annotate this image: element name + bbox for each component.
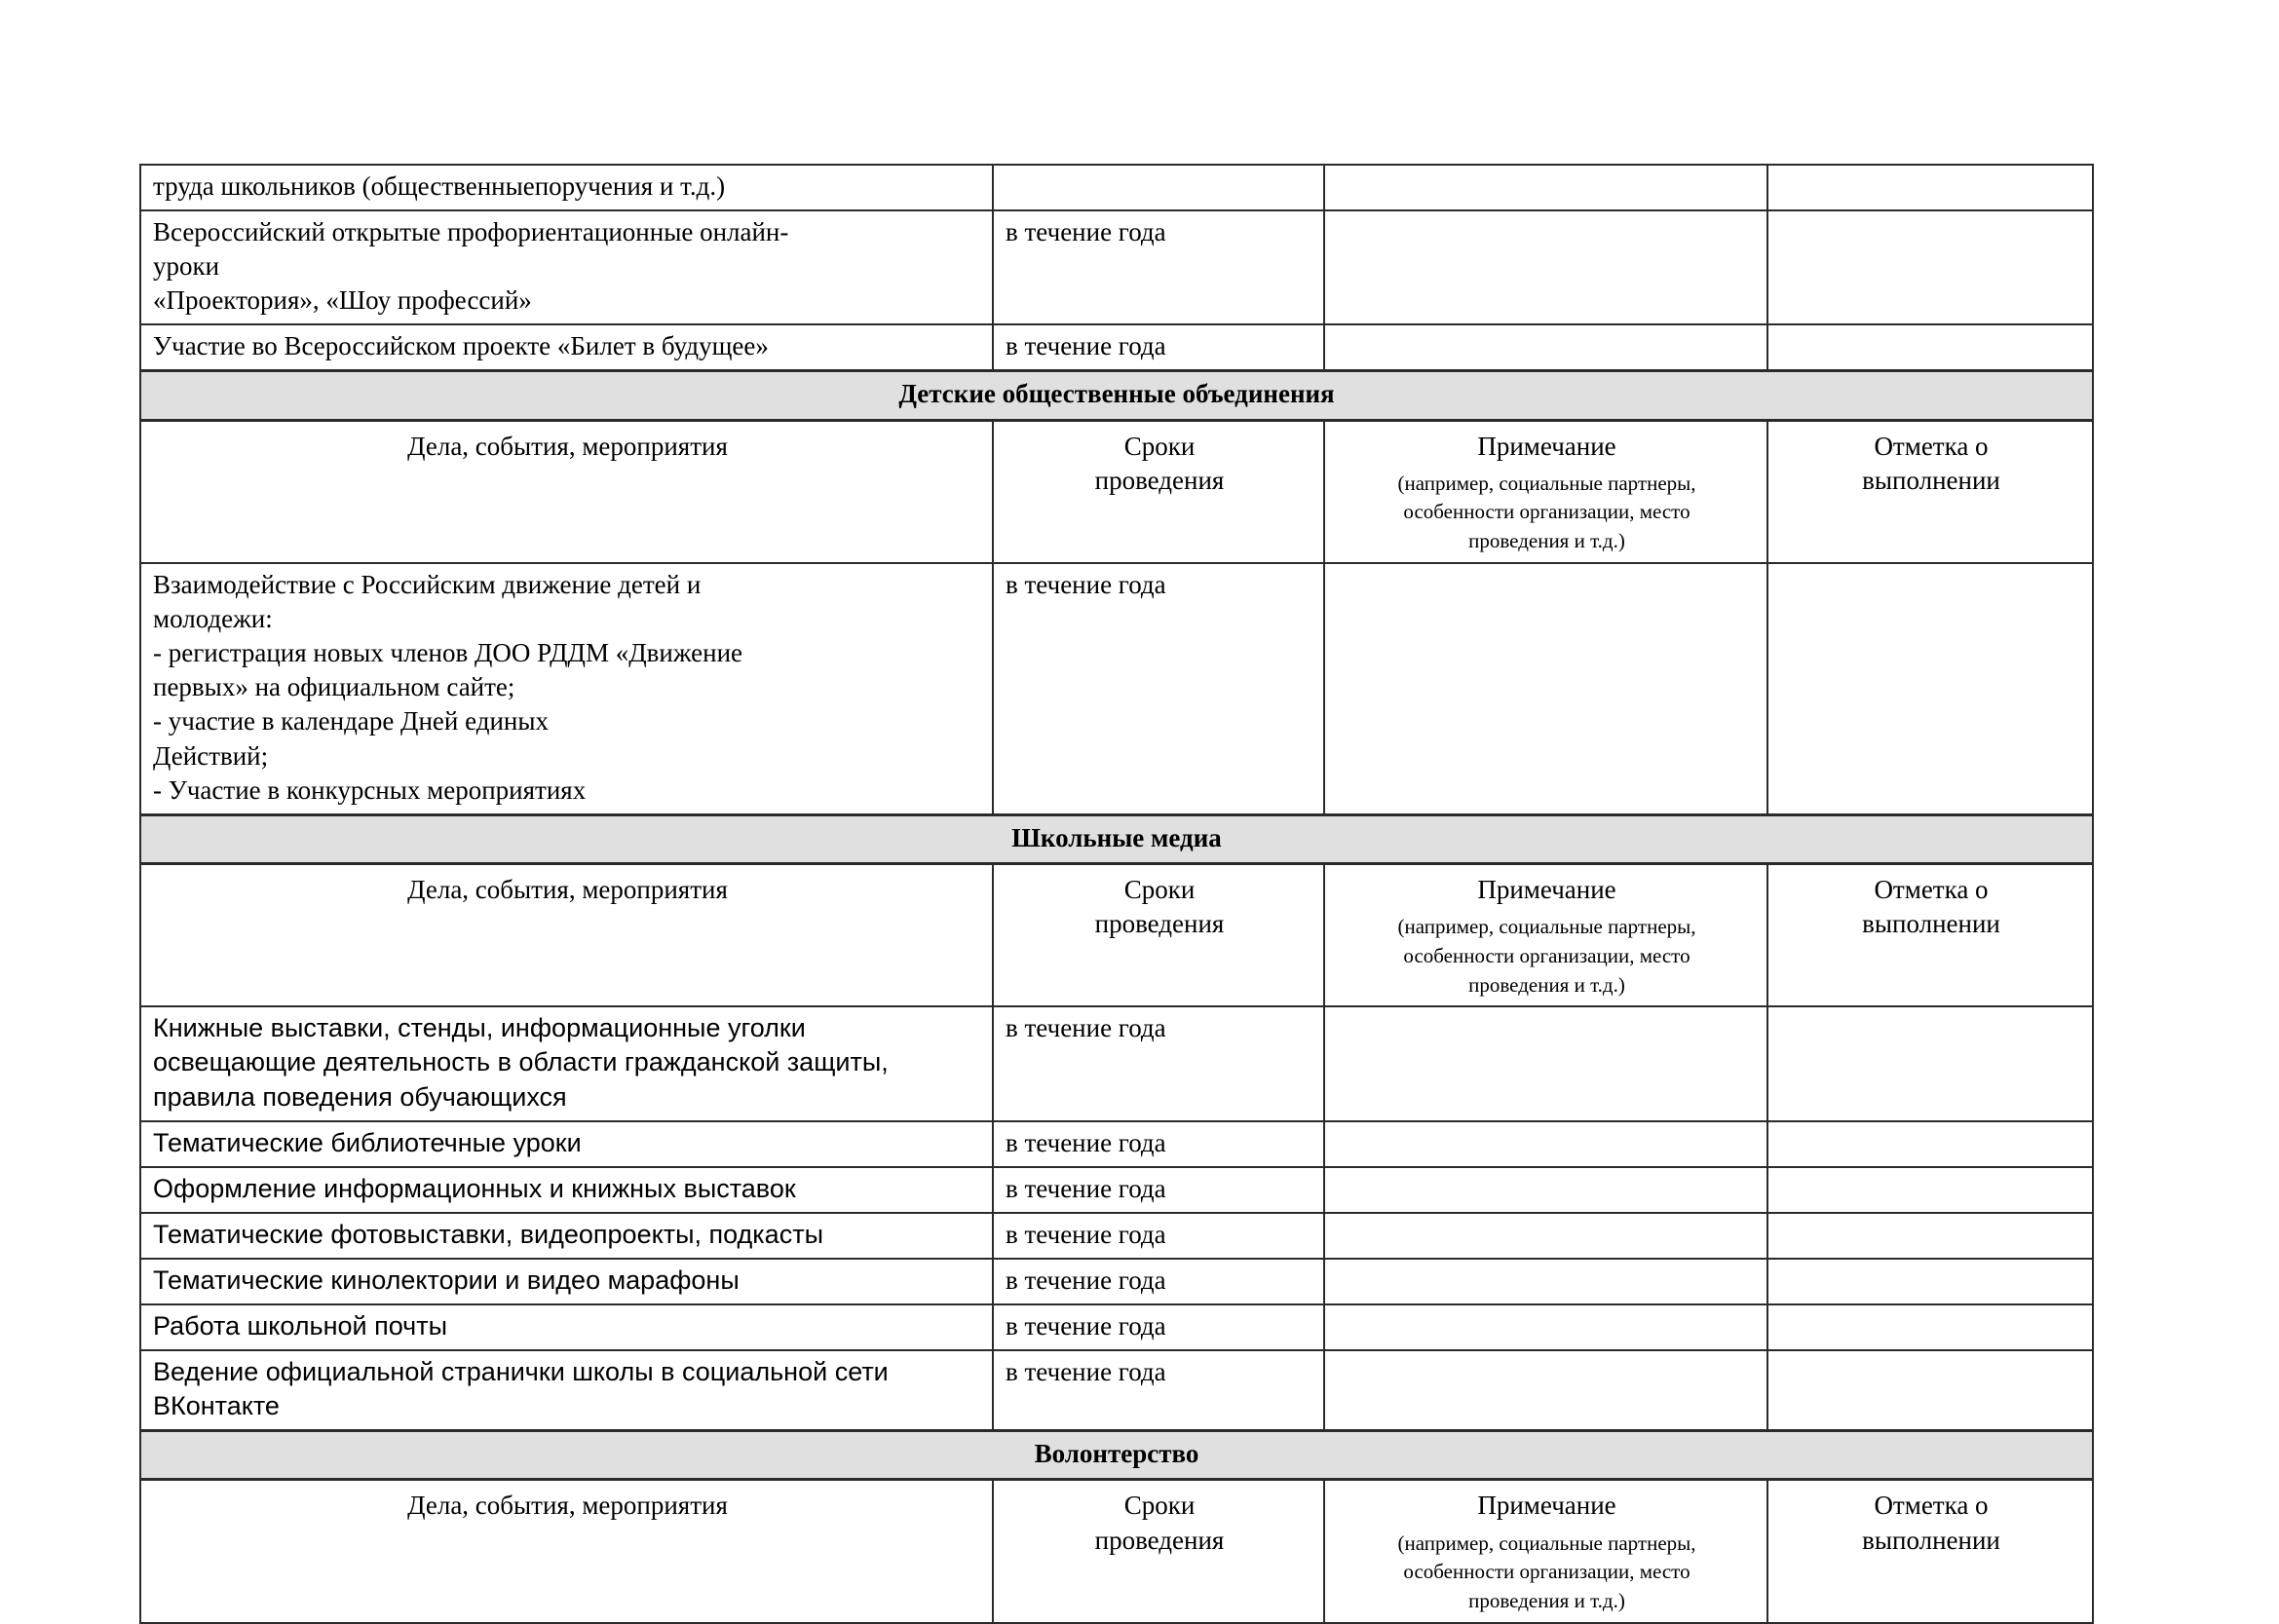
mark-cell: [1767, 1006, 2093, 1120]
mark-cell: [1767, 1259, 2093, 1304]
note-cell: [1324, 1006, 1767, 1120]
activity-cell: [140, 1304, 993, 1350]
section-title: Волонтерство: [140, 1431, 2093, 1480]
note-sub-line2: особенности организации, место: [1403, 1560, 1690, 1584]
column-header-activity: Дела, события, мероприятия: [140, 420, 993, 563]
column-header-row: [140, 420, 2093, 563]
dates-value: в течение года: [1006, 570, 1166, 600]
activity-line: Действий;: [153, 740, 269, 771]
mark-cell: [1767, 210, 2093, 324]
activity-line: правила поведения обучающихся: [153, 1081, 567, 1112]
column-header-dates: [993, 1480, 1324, 1623]
table-row: [140, 1213, 2093, 1259]
section-title: Школьные медиа: [140, 814, 2093, 863]
note-cell: [1324, 210, 1767, 324]
note-sub-line2: особенности организации, место: [1403, 500, 1690, 524]
column-header-note-title: Примечание: [1477, 1491, 1616, 1521]
activity-cell: [140, 324, 993, 371]
activity-line: - регистрация новых членов ДОО РДДМ «Движение: [153, 638, 743, 668]
table-row: [140, 1350, 2093, 1431]
activity-cell: [140, 210, 993, 324]
activity-line: «Проектория», «Шоу профессий»: [153, 285, 532, 316]
section-header-row: [140, 814, 2093, 863]
activity-line: Работа школьной почты: [153, 1311, 448, 1341]
column-header-note-title: Примечание: [1477, 431, 1616, 461]
note-cell: [1324, 1350, 1767, 1431]
note-sub-line3: проведения и т.д.): [1468, 529, 1625, 553]
table-row: [140, 1259, 2093, 1304]
table-row: [140, 210, 2093, 324]
activity-line: Участие во Всероссийском проекте «Билет в будущее»: [153, 331, 769, 361]
dates-cell: [993, 210, 1324, 324]
dates-cell: [993, 1304, 1324, 1350]
section-header-row: [140, 371, 2093, 420]
section-title: Детские общественные объединения: [140, 371, 2093, 420]
table-row: [140, 1304, 2093, 1350]
column-header-activity: Дела, события, мероприятия: [140, 1480, 993, 1623]
note-sub-line1: (например, социальные партнеры,: [1397, 914, 1696, 938]
activity-line: уроки: [153, 251, 220, 282]
activity-line: - Участие в конкурсных мероприятиях: [153, 774, 587, 805]
note-sub-line2: особенности организации, место: [1403, 943, 1690, 967]
section-header-row: [140, 1431, 2093, 1480]
dates-cell: [993, 1350, 1324, 1431]
activity-cell: [140, 1350, 993, 1431]
dates-value: в течение года: [1006, 1311, 1166, 1341]
column-header-dates-line1: Сроки: [1123, 1491, 1196, 1521]
column-header-dates-line1: Сроки: [1123, 431, 1196, 461]
mark-cell: [1767, 165, 2093, 210]
dates-value: в течение года: [1006, 1013, 1166, 1043]
mark-cell: [1767, 1350, 2093, 1431]
column-header-note: [1324, 420, 1767, 563]
column-header-mark: [1767, 863, 2093, 1006]
column-header-mark-line2: выполнении: [1862, 465, 2000, 495]
table-row: [140, 1006, 2093, 1120]
column-header-mark-line2: выполнении: [1862, 908, 2000, 938]
activity-cell: [140, 1167, 993, 1213]
note-sub-line1: (например, социальные партнеры,: [1397, 471, 1696, 495]
column-header-activity: Дела, события, мероприятия: [140, 863, 993, 1006]
column-header-note-sub: [1337, 913, 1757, 1000]
dates-cell: [993, 1213, 1324, 1259]
activity-line: - участие в календаре Дней единых: [153, 706, 550, 736]
activity-cell: [140, 563, 993, 814]
activity-cell: [140, 1213, 993, 1259]
column-header-row: [140, 1480, 2093, 1623]
plan-table: [139, 164, 2094, 1624]
dates-cell: [993, 563, 1324, 814]
dates-value: в течение года: [1006, 217, 1166, 247]
activity-line: Взаимодействие с Российским движение детей и: [153, 570, 702, 600]
note-sub-line3: проведения и т.д.): [1468, 1589, 1625, 1613]
activity-line: Книжные выставки, стенды, информационные уголки: [153, 1013, 806, 1043]
dates-value: в течение года: [1006, 1265, 1166, 1295]
dates-cell: [993, 1006, 1324, 1120]
note-cell: [1324, 324, 1767, 371]
note-cell: [1324, 165, 1767, 210]
activity-line: Всероссийский открытые профориентационные онлайн-: [153, 217, 789, 247]
column-header-mark-line1: Отметка о: [1874, 1491, 1989, 1521]
column-header-mark-line1: Отметка о: [1874, 431, 1989, 461]
column-header-note-title: Примечание: [1477, 874, 1616, 904]
column-header-dates-line2: проведения: [1094, 465, 1225, 495]
note-cell: [1324, 1213, 1767, 1259]
dates-cell: [993, 1259, 1324, 1304]
column-header-mark: [1767, 420, 2093, 563]
activity-cell: [140, 1006, 993, 1120]
activity-cell: [140, 1259, 993, 1304]
note-cell: [1324, 1304, 1767, 1350]
mark-cell: [1767, 324, 2093, 371]
mark-cell: [1767, 563, 2093, 814]
note-cell: [1324, 1259, 1767, 1304]
activity-cell: [140, 1121, 993, 1167]
activity-line: Оформление информационных и книжных выставок: [153, 1173, 796, 1203]
activity-line: первых» на официальном сайте;: [153, 672, 515, 702]
table-row: [140, 1121, 2093, 1167]
column-header-dates: [993, 420, 1324, 563]
column-header-mark-line1: Отметка о: [1874, 874, 1989, 904]
column-header-mark-line2: выполнении: [1862, 1525, 2000, 1555]
column-header-note-sub: [1337, 470, 1757, 556]
dates-value: в течение года: [1006, 1127, 1166, 1157]
mark-cell: [1767, 1167, 2093, 1213]
activity-line: освещающие деятельность в области гражданской защиты,: [153, 1047, 889, 1077]
table-row: [140, 1167, 2093, 1213]
column-header-dates: [993, 863, 1324, 1006]
activity-line: ВКонтакте: [153, 1391, 280, 1421]
note-sub-line3: проведения и т.д.): [1468, 972, 1625, 997]
note-cell: [1324, 563, 1767, 814]
table-row: [140, 324, 2093, 371]
dates-cell: [993, 1167, 1324, 1213]
column-header-note: [1324, 863, 1767, 1006]
mark-cell: [1767, 1213, 2093, 1259]
dates-value: в течение года: [1006, 1219, 1166, 1249]
mark-cell: [1767, 1304, 2093, 1350]
dates-cell: [993, 1121, 1324, 1167]
dates-value: в течение года: [1006, 1357, 1166, 1387]
activity-line: Тематические библиотечные уроки: [153, 1127, 582, 1157]
activity-cell: [140, 165, 993, 210]
column-header-note-sub: [1337, 1530, 1757, 1616]
column-header-row: [140, 863, 2093, 1006]
column-header-note: [1324, 1480, 1767, 1623]
table-row: [140, 165, 2093, 210]
column-header-dates-line2: проведения: [1094, 908, 1225, 938]
plan-table-body: [140, 165, 2093, 1623]
mark-cell: [1767, 1121, 2093, 1167]
activity-line: молодежи:: [153, 604, 273, 634]
dates-cell: [993, 165, 1324, 210]
note-sub-line1: (например, социальные партнеры,: [1397, 1530, 1696, 1555]
table-row: [140, 563, 2093, 814]
column-header-dates-line1: Сроки: [1123, 874, 1196, 904]
column-header-dates-line2: проведения: [1094, 1525, 1225, 1555]
column-header-mark: [1767, 1480, 2093, 1623]
note-cell: [1324, 1167, 1767, 1213]
note-cell: [1324, 1121, 1767, 1167]
activity-line: Ведение официальной странички школы в социальной сети: [153, 1357, 889, 1387]
dates-value: в течение года: [1006, 1173, 1166, 1203]
activity-line: труда школьников (общественныепоручения и т.д.): [153, 171, 726, 201]
activity-line: Тематические фотовыставки, видеопроекты, подкасты: [153, 1219, 823, 1249]
dates-cell: [993, 324, 1324, 371]
dates-value: в течение года: [1006, 331, 1166, 361]
activity-line: Тематические кинолектории и видео марафоны: [153, 1265, 740, 1295]
